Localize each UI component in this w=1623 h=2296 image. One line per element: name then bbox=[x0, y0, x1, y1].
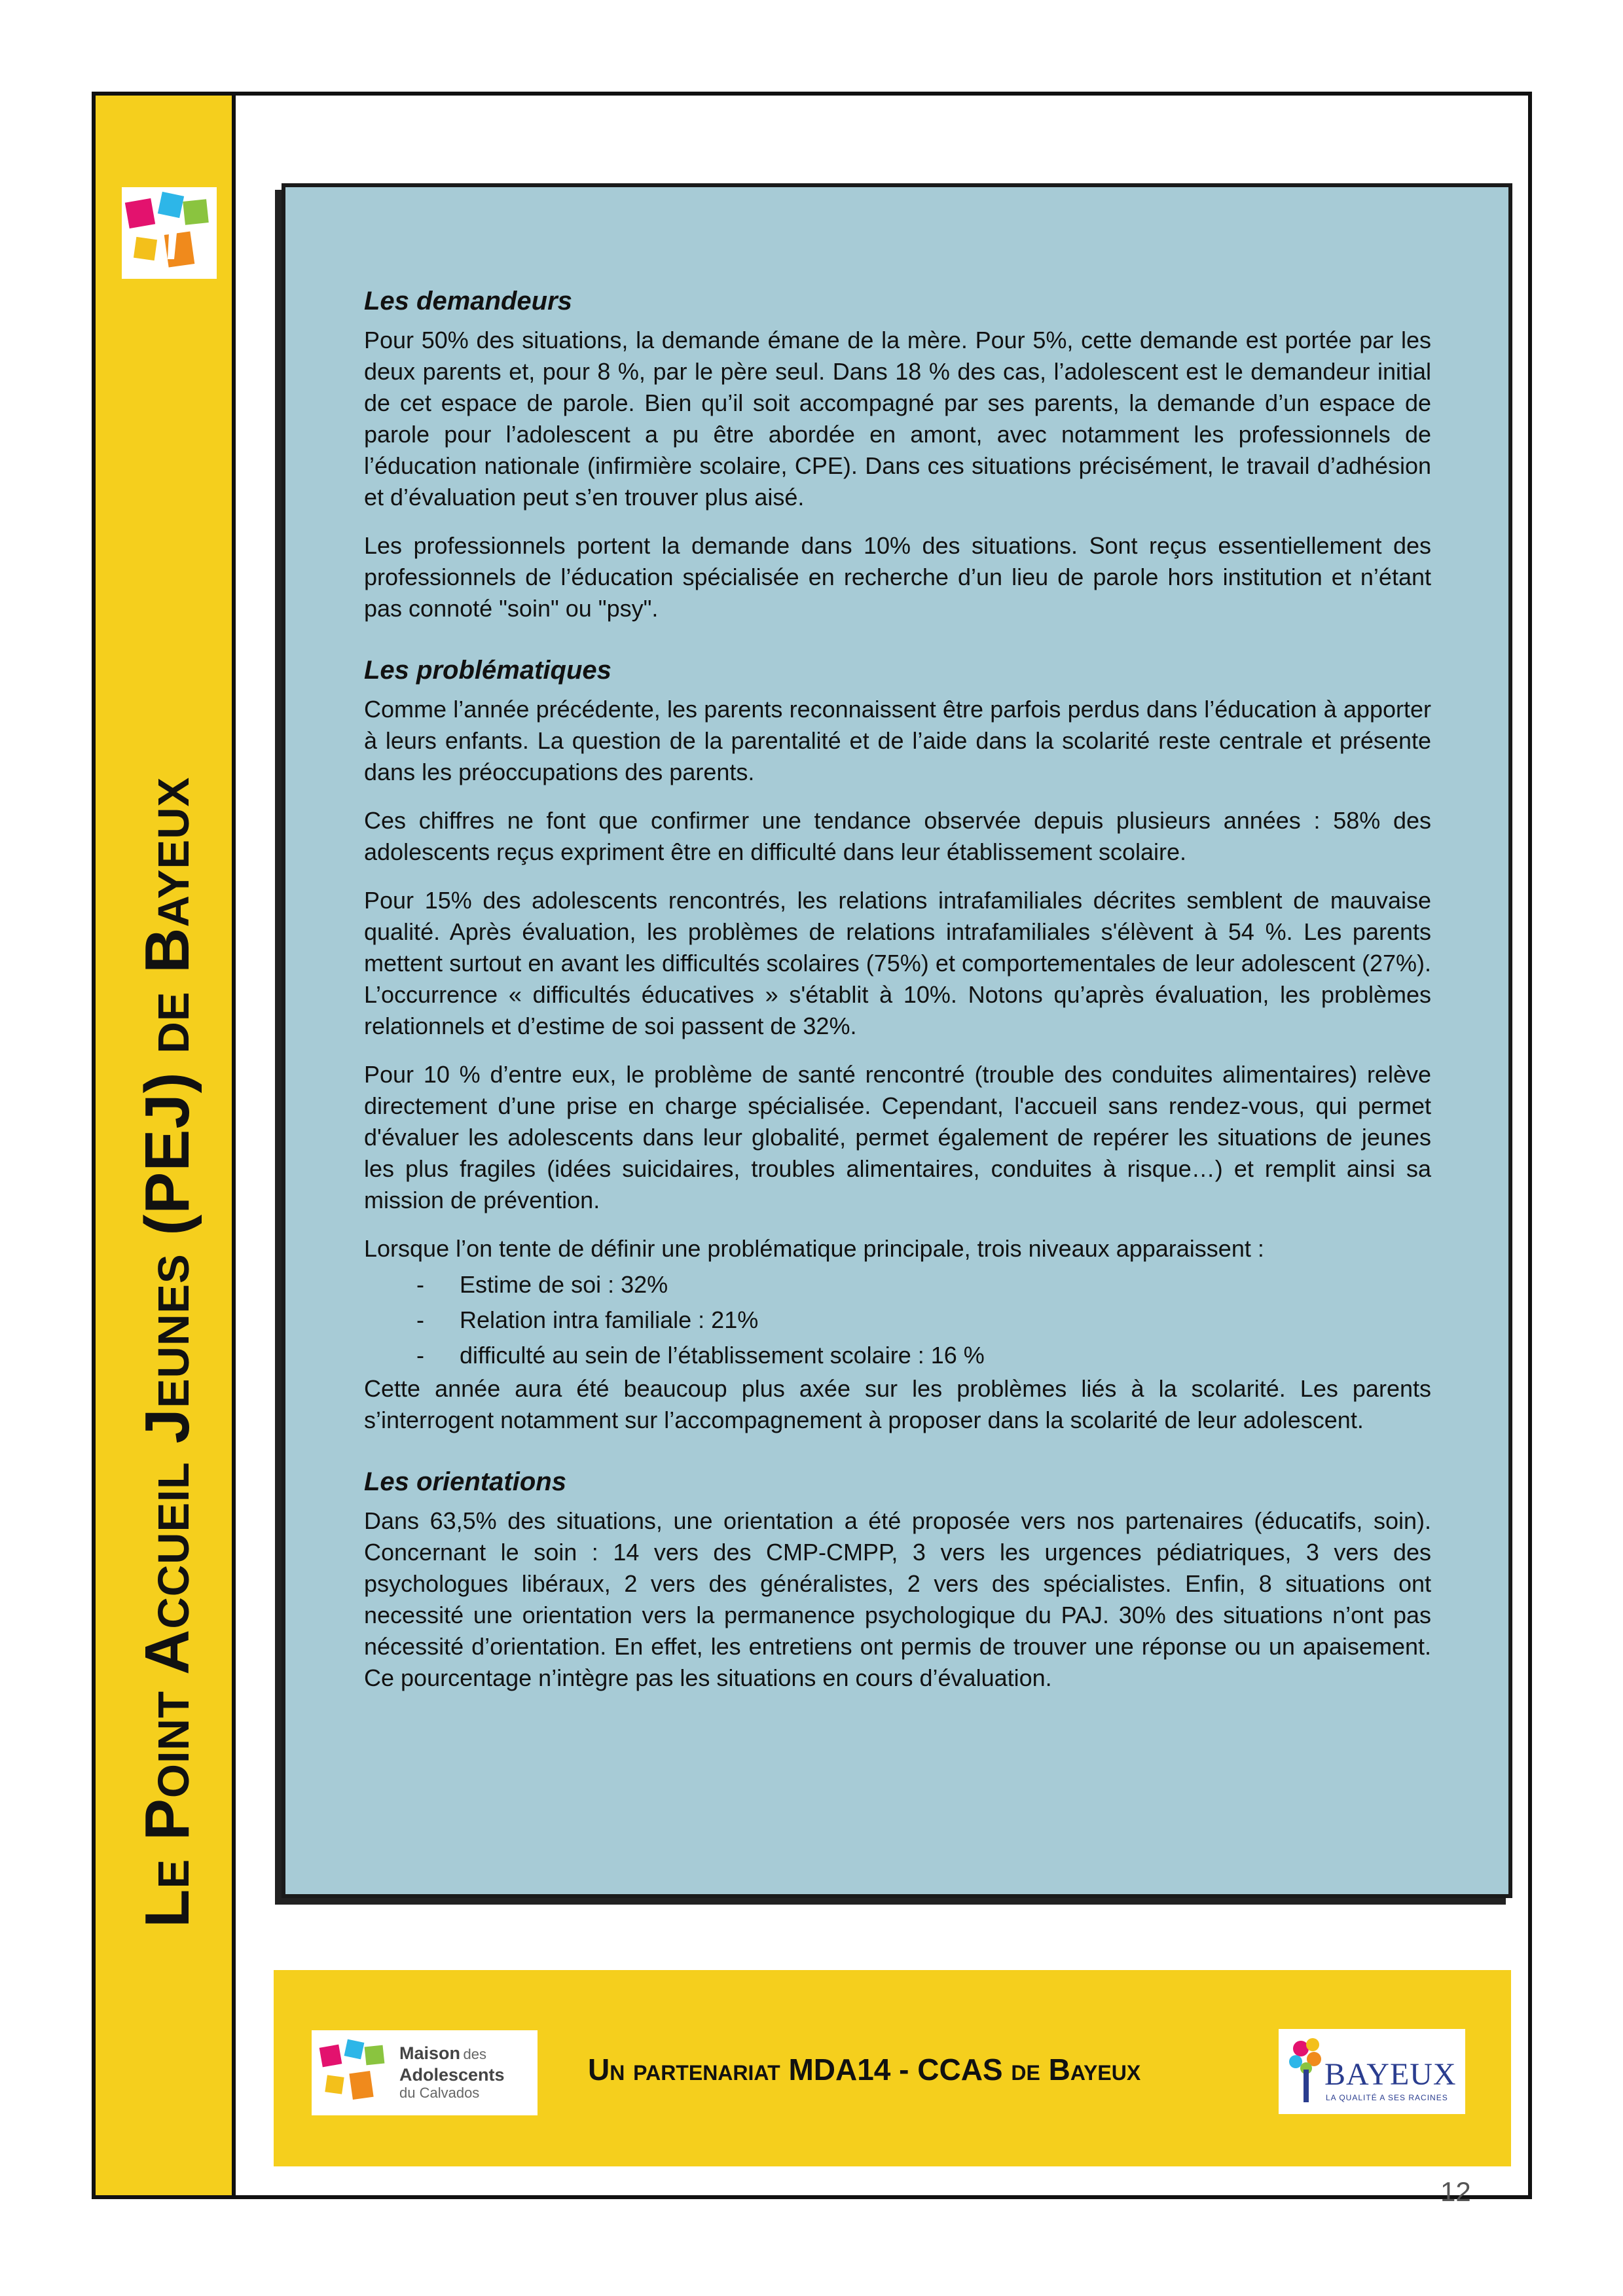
bayeux-tagline: LA QUALITÉ A SES RACINES bbox=[1326, 2093, 1448, 2102]
mda-logo bbox=[312, 2030, 538, 2115]
mda-line2: Adolescents bbox=[399, 2064, 505, 2085]
paragraph: Cette année aura été beaucoup plus axée sur les problèmes liés à la scolarité. Les parents s’interrogent notamment sur l’accompagnement à proposer dans la scolarité de leur adolescent. bbox=[364, 1375, 1431, 1433]
content-box bbox=[282, 183, 1512, 1898]
paragraph: Comme l’année précédente, les parents reconnaissent être parfois perdus dans l’éducation à apporter à leurs enfants. La question de la parentalité et de l’aide dans la scolarité reste centrale et présente dans les préoccupations des parents. bbox=[364, 696, 1431, 785]
list-item-text: Estime de soi : 32% bbox=[460, 1271, 668, 1298]
section-problematiques bbox=[364, 655, 1431, 1436]
dash: - bbox=[416, 1271, 424, 1298]
page-number: 12 bbox=[1440, 2176, 1471, 2207]
section-heading: Les orientations bbox=[364, 1467, 566, 1496]
mda-line1b: des bbox=[463, 2045, 486, 2062]
mda-logo-text bbox=[399, 2044, 505, 2102]
list-intro: Lorsque l’on tente de définir une problématique principale, trois niveaux apparaissent : bbox=[364, 1235, 1264, 1262]
list-item-text: Relation intra familiale : 21% bbox=[460, 1306, 759, 1333]
list-item bbox=[416, 1338, 1431, 1373]
dash: - bbox=[416, 1306, 424, 1333]
list-item-text: difficulté au sein de l’établissement scolaire : 16 % bbox=[460, 1342, 985, 1369]
problem-list bbox=[364, 1267, 1431, 1373]
list-item bbox=[416, 1302, 1431, 1338]
paragraph: Ces chiffres ne font que confirmer une tendance observée depuis plusieurs années : 58% des adolescents reçus expriment être en difficulté dans leur établissement scolaire. bbox=[364, 807, 1431, 865]
content bbox=[364, 285, 1431, 1724]
mda-line1: Maison bbox=[399, 2043, 461, 2063]
dash: - bbox=[416, 1342, 424, 1369]
side-title: Le Point Accueil Jeunes (PEJ) de Bayeux bbox=[132, 776, 202, 1928]
mda-logo-icon bbox=[318, 2037, 390, 2109]
partnership-caption: Un partenariat MDA14 - CCAS de Bayeux bbox=[588, 2053, 1141, 2087]
bayeux-word: BAYEUX bbox=[1324, 2057, 1457, 2092]
section-orientations bbox=[364, 1466, 1431, 1694]
list-item bbox=[416, 1267, 1431, 1302]
paragraph: Les professionnels portent la demande dans 10% des situations. Sont reçus essentiellement des professionnels de l’éducation spécialisée en recherche d’un lieu de parole hors institution et n’étant pas connoté "soin" ou "psy". bbox=[364, 532, 1431, 622]
paragraph: Pour 15% des adolescents rencontrés, les relations intrafamiliales décrites semblent de mauvaise qualité. Après évaluation, les problèmes de relations intrafamiliales s'élèvent à 54 %. Les parents mettent surtout en avant les difficultés scolaires (75%) et comportementales de leur adolescent (27%). L’occurrence « difficultés éducatives » s'établit à 10%. Notons qu’après évaluation, les problèmes relationnels et d’estime de soi passent de 32%. bbox=[364, 887, 1431, 1039]
bayeux-logo bbox=[1279, 2029, 1465, 2114]
section-heading: Les problématiques bbox=[364, 656, 611, 685]
paragraph: Dans 63,5% des situations, une orientation a été proposée vers nos partenaires (éducatifs, soin). Concernant le soin : 14 vers des CMP-CMPP, 3 vers les urgences pédiatriques, 3 vers des psychologues libéraux, 2 vers des généralistes, 2 vers des spécialistes. Enfin, 8 situations ont necessité une orientation vers la permanence psychologique du PAJ. 30% des situations n’ont pas nécessité d’orientation. En effet, les entretiens ont permis de trouver une réponse ou un apaisement. Ce pourcentage n’intègre pas les situations en cours d’évaluation. bbox=[364, 1507, 1431, 1691]
paragraph: Pour 10 % d’entre eux, le problème de santé rencontré (trouble des conduites alimentaires) relève directement d’une prise en charge spécialisée. Cependant, l'accueil sans rendez-vous, qui permet d'évaluer les adolescents dans leur globalité, permet également de repérer les situations de jeunes les plus fragiles (idées suicidaires, troubles alimentaires, conduites à risque…) et remplit ainsi sa mission de prévention. bbox=[364, 1061, 1431, 1213]
mda-line3: du Calvados bbox=[399, 2084, 480, 2101]
side-band bbox=[92, 92, 236, 2199]
paragraph: Pour 50% des situations, la demande émane de la mère. Pour 5%, cette demande est portée par les deux parents et, pour 8 %, par le père seul. Dans 18 % des cas, l’adolescent est le demandeur initial de cet espace de parole. Bien qu’il soit accompagné par ses parents, la demande d’un espace de parole pour l’adolescent a pu être abordée en amont, avec notamment les professionnels de l’éducation nationale (infirmière scolaire, CPE). Dans ces situations précisément, le travail d’adhésion et d’évaluation peut s’en trouver plus aisé. bbox=[364, 327, 1431, 511]
footer-band bbox=[274, 1970, 1511, 2166]
section-demandeurs bbox=[364, 285, 1431, 624]
section-heading: Les demandeurs bbox=[364, 287, 572, 315]
